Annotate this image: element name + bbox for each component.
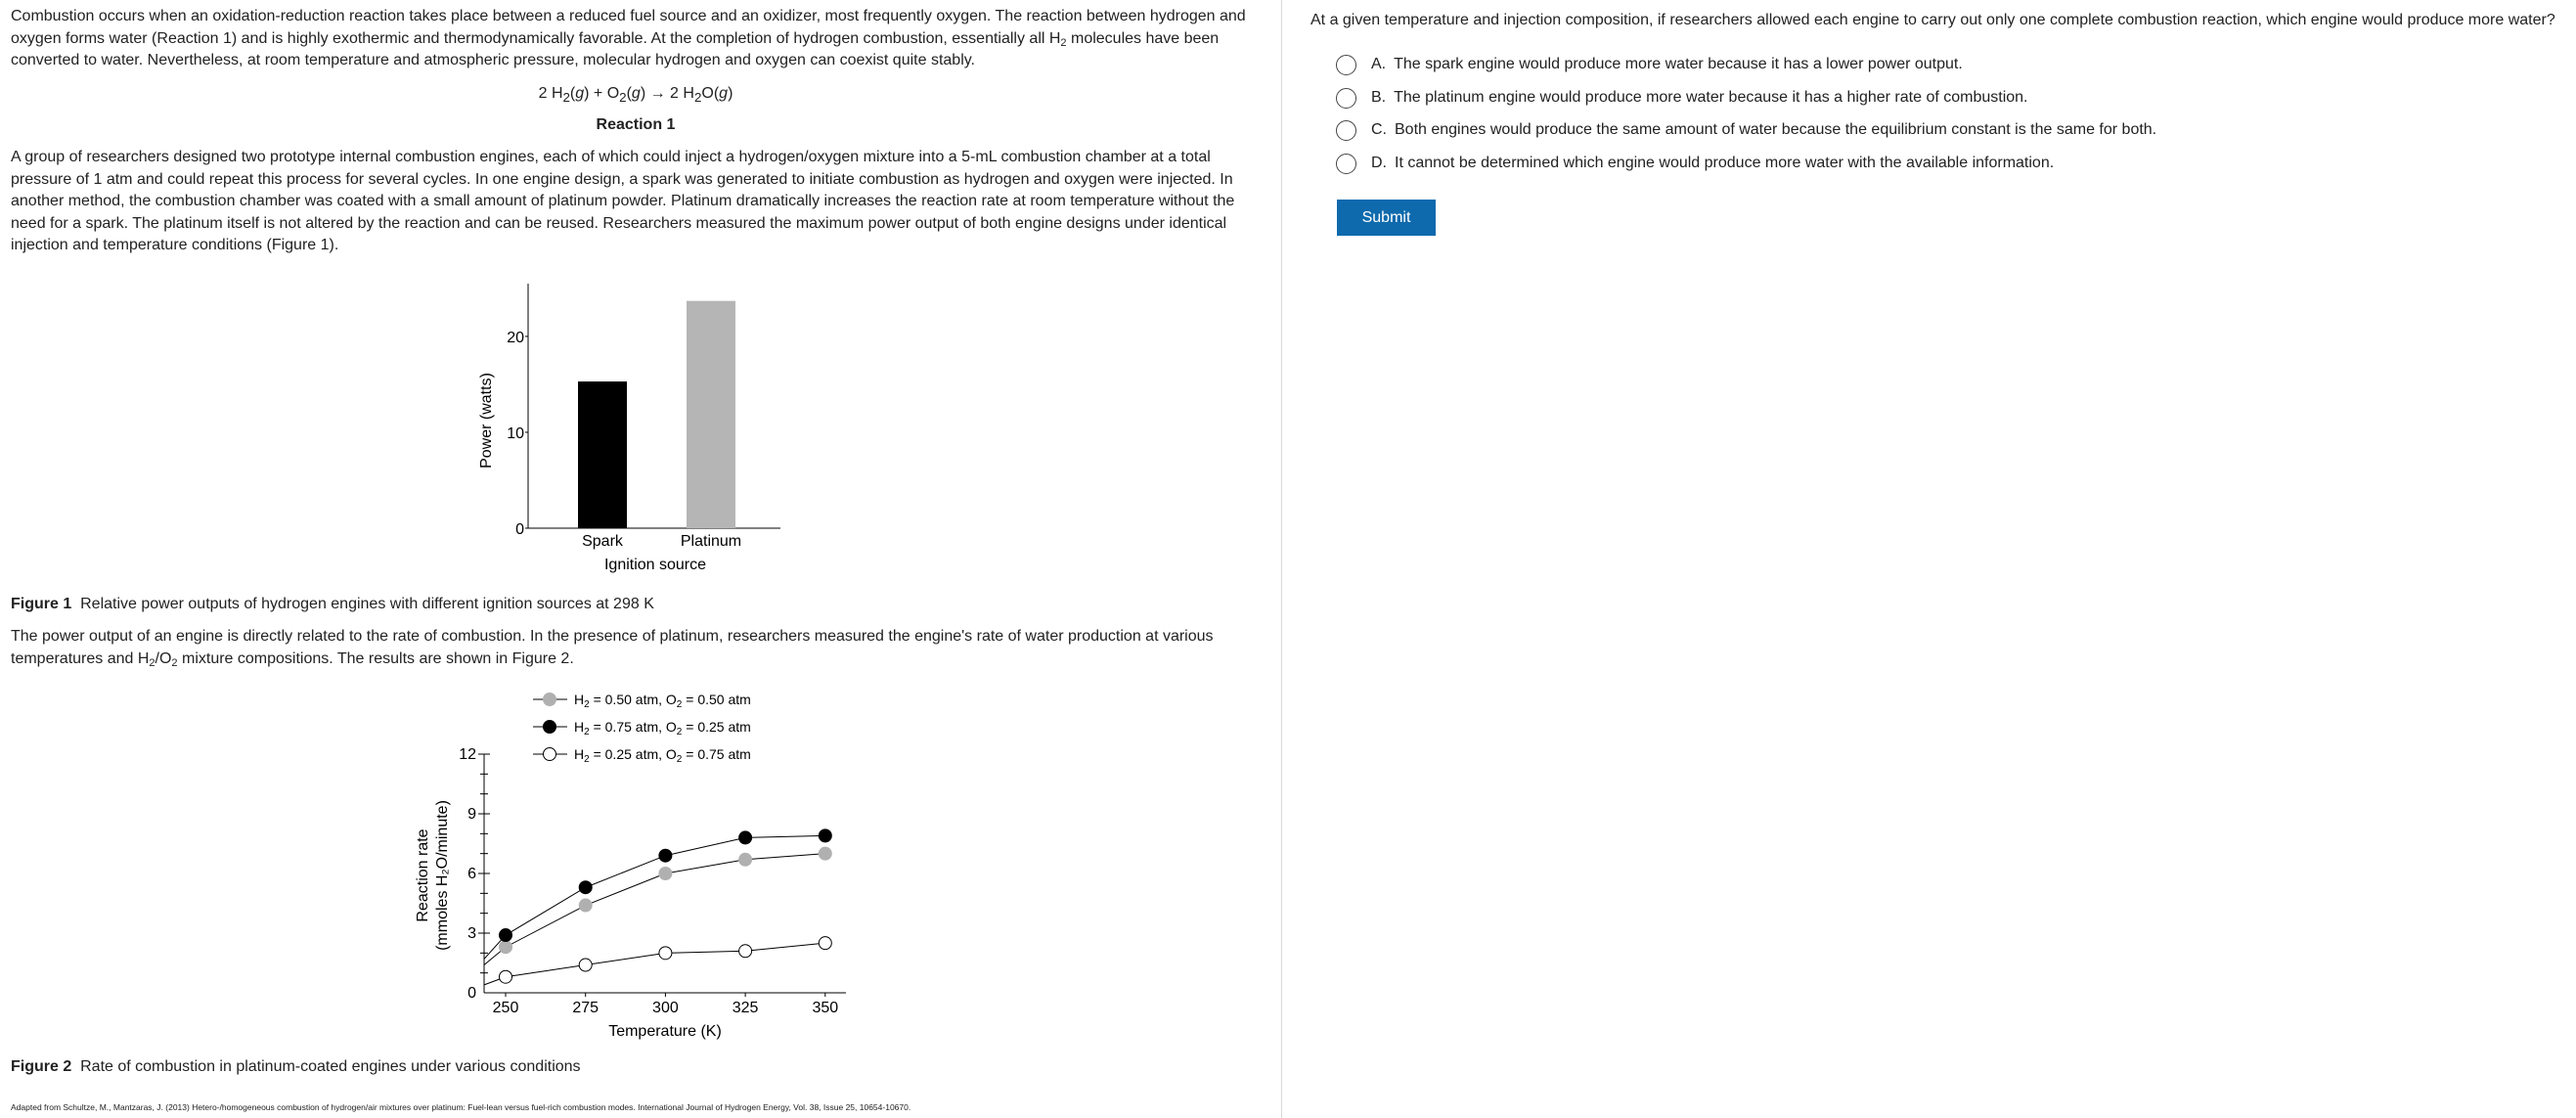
x-tick-label: Spark xyxy=(582,533,623,550)
radio-button-b[interactable] xyxy=(1336,88,1356,109)
x-tick-label: 250 xyxy=(492,1000,519,1016)
choice-letter-c: C. xyxy=(1371,121,1387,138)
bar-spark xyxy=(578,381,627,528)
choice-text-b: The platinum engine would produce more water because it has a higher rate of combustion. xyxy=(1394,89,2028,106)
data-point-series-3 xyxy=(819,937,831,950)
data-point-series-1 xyxy=(819,847,831,860)
legend-label-3: H2 = 0.25 atm, O2 = 0.75 atm xyxy=(574,746,751,765)
legend-marker-2 xyxy=(544,721,556,734)
x-axis-label: Temperature (K) xyxy=(608,1023,722,1040)
data-point-series-2 xyxy=(819,829,831,842)
x-tick-label: Platinum xyxy=(680,533,742,550)
passage-paragraph-1: Combustion occurs when an oxidation-reduction reaction takes place between a reduced fuel source and an oxidizer, most frequently oxygen. The reaction between hydrogen and oxygen forms water (Reaction 1) and is highly exothermic and thermodynamically favorable. At the completion of hydrogen combustion, essentially all $H_2$ molecules have been converted to water. Nevertheless, at room temperature and atmospheric pressure, molecular hydrogen and oxygen can coexist quite stably. xyxy=(11,8,1246,68)
y-tick-label: 10 xyxy=(507,425,524,442)
choice-c[interactable] xyxy=(1336,118,2156,142)
data-point-series-3 xyxy=(579,959,592,971)
x-tick-label: 325 xyxy=(732,1000,759,1016)
y-axis-label: Power (watts) xyxy=(478,373,495,469)
choice-text-d: It cannot be determined which engine would produce more water with the available information. xyxy=(1395,155,2055,171)
y-tick-label: 0 xyxy=(467,985,476,1002)
choice-text-a: The spark engine would produce more water because it has a lower power output. xyxy=(1394,56,1963,72)
legend-label-1: H2 = 0.50 atm, O2 = 0.50 atm xyxy=(574,692,751,710)
choice-a[interactable] xyxy=(1336,53,1963,76)
passage-paragraph-3: The power output of an engine is directly related to the rate of combustion. In the presence of platinum, researchers measured the engine's rate of water production at various temperatures and $H_2/O_2$ mixture compositions. The results are shown in Figure 2. xyxy=(11,628,1214,669)
legend-marker-1 xyxy=(544,693,556,706)
choice-d[interactable] xyxy=(1336,152,2054,175)
series-line-2 xyxy=(484,835,825,959)
data-point-series-2 xyxy=(579,881,592,894)
data-point-series-1 xyxy=(500,941,512,954)
data-point-series-3 xyxy=(500,970,512,983)
question-pane xyxy=(1282,0,2576,1118)
choice-letter-a: A. xyxy=(1371,56,1387,72)
choice-b[interactable] xyxy=(1336,86,2028,110)
data-point-series-3 xyxy=(739,945,752,958)
legend-label-2: H2 = 0.75 atm, O2 = 0.25 atm xyxy=(574,719,751,738)
data-point-series-1 xyxy=(579,899,592,912)
question-stem: At a given temperature and injection composition, if researchers allowed each engine to carry out only one complete combustion reaction, which engine would produce more water? xyxy=(1310,12,2555,28)
y-tick-label: 20 xyxy=(507,329,524,346)
figure-1-caption-text: Relative power outputs of hydrogen engines with different ignition sources at 298 K xyxy=(71,596,654,612)
y-tick-label: 12 xyxy=(459,746,476,763)
x-axis-label: Ignition source xyxy=(603,557,707,573)
y-tick-label: 0 xyxy=(515,521,524,538)
data-point-series-2 xyxy=(739,831,752,844)
radio-button-a[interactable] xyxy=(1336,55,1356,75)
x-tick-label: 350 xyxy=(812,1000,839,1016)
legend-marker-3 xyxy=(544,748,556,761)
passage-paragraph-2: A group of researchers designed two prototype internal combustion engines, each of which could inject a hydrogen/oxygen mixture into a 5-mL combustion chamber at a total pressure of 1 atm and could repeat this process for several cycles. In one engine design, a spark was generated to initiate combustion as hydrogen and oxygen were injected. In another method, the combustion chamber was coated with a small amount of platinum powder. Platinum dramatically increases the reaction rate at room temperature without the need for a spark. The platinum itself is not altered by the reaction and can be reused. Researchers measured the maximum power output of both engine designs under identical injection and temperature conditions (Figure 1). xyxy=(11,149,1235,253)
figure-1-caption xyxy=(11,594,654,615)
y-tick-label: 6 xyxy=(467,866,476,882)
choice-letter-b: B. xyxy=(1371,89,1387,106)
series-line-3 xyxy=(484,943,825,985)
data-point-series-2 xyxy=(659,849,672,862)
choice-text-c: Both engines would produce the same amount of water because the equilibrium constant is the same for both. xyxy=(1395,121,2157,138)
bar-platinum xyxy=(687,301,735,528)
y-axis-label-line2: (mmoles H₂O/minute) xyxy=(434,800,451,951)
figure-2-caption-label: Figure 2 xyxy=(11,1058,72,1075)
figure-2-line-chart xyxy=(401,680,861,1051)
radio-button-c[interactable] xyxy=(1336,120,1356,141)
x-tick-label: 275 xyxy=(572,1000,600,1016)
figure-2-caption xyxy=(11,1056,581,1078)
choice-letter-d: D. xyxy=(1371,155,1387,171)
figure-1-caption-label: Figure 1 xyxy=(11,596,72,612)
data-point-series-1 xyxy=(739,853,752,866)
citation: Adapted from Schultze, M., Mantzaras, J. (2013) Hetero-/homogeneous combustion of hydrogen/air mixtures over platinum: Fuel-lean versus fuel-rich combustion modes. International Journal of Hydrogen Energy, Vol. 38, Issue 25, 10654-10670. xyxy=(11,1102,911,1112)
figure-2-caption-text: Rate of combustion in platinum-coated engines under various conditions xyxy=(71,1058,581,1075)
data-point-series-3 xyxy=(659,947,672,960)
reaction-equation: 2 $H_2(g) + O_2(g) \to 2$ $H_2O(g)$ xyxy=(538,85,733,106)
data-point-series-2 xyxy=(500,929,512,942)
submit-button[interactable]: Submit xyxy=(1337,200,1436,236)
passage-pane xyxy=(0,0,1281,1118)
y-axis-label-line1: Reaction rate xyxy=(415,828,431,922)
radio-button-d[interactable] xyxy=(1336,154,1356,174)
data-point-series-1 xyxy=(659,868,672,880)
y-tick-label: 3 xyxy=(467,925,476,942)
figure-1-bar-chart xyxy=(450,274,822,577)
reaction-label: Reaction 1 xyxy=(596,116,676,133)
x-tick-label: 300 xyxy=(652,1000,679,1016)
y-tick-label: 9 xyxy=(467,806,476,823)
